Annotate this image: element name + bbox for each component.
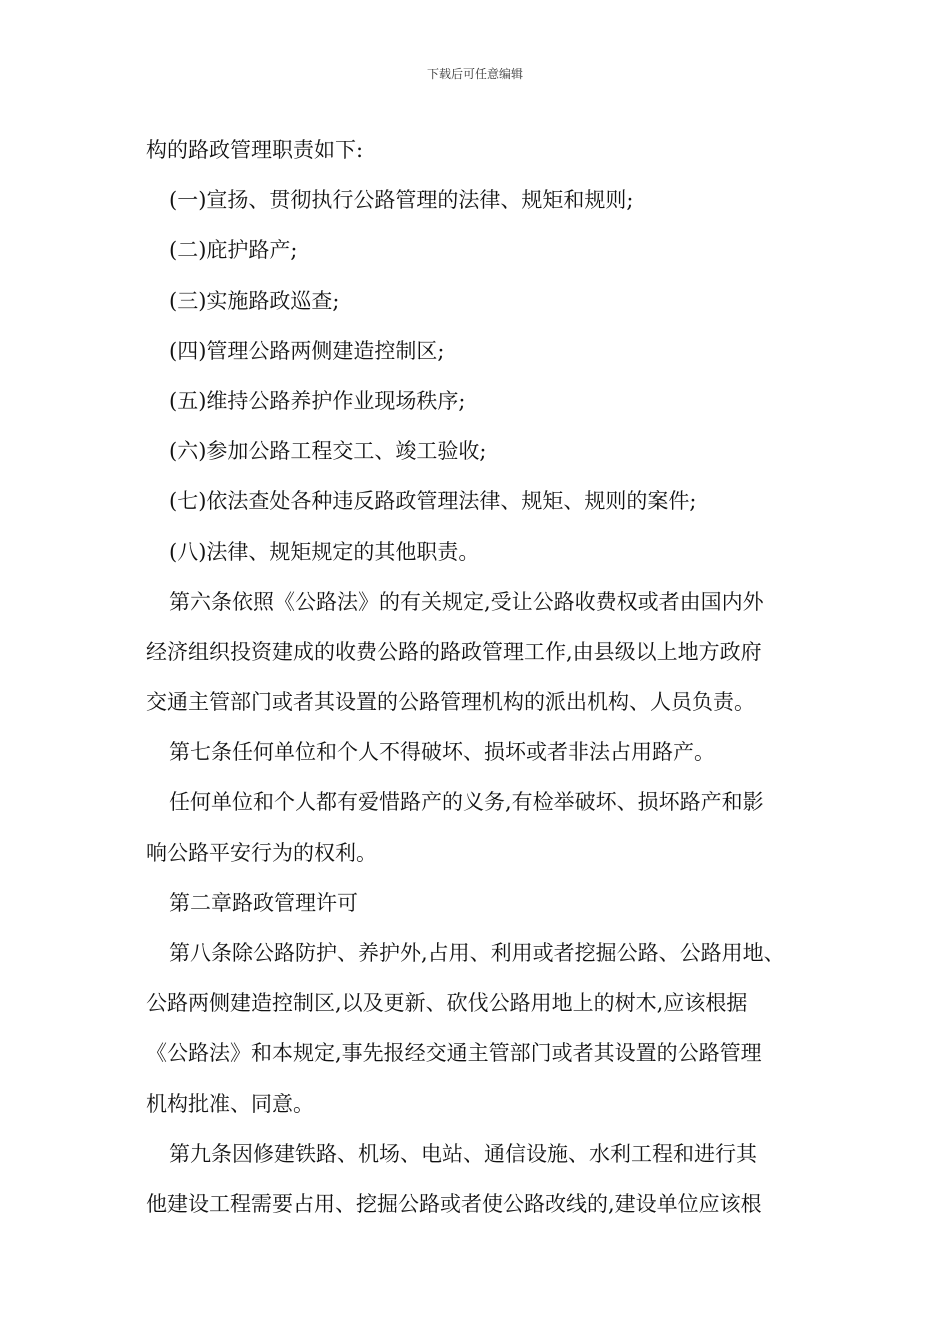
page-header: 下载后可任意编辑 xyxy=(426,67,523,81)
text-line: 第二章路政管理许可 xyxy=(169,890,358,915)
text-line: 响公路平安行为的权利。 xyxy=(146,840,377,865)
text-line: 经济组织投资建成的收费公路的路政管理工作,由县级以上地方政府 xyxy=(146,639,762,664)
text-line: 构的路政管理职责如下: xyxy=(146,138,364,162)
text-line: (八)法律、规矩规定的其他职责。 xyxy=(169,539,480,564)
text-line: 交通主管部门或者其设置的公路管理机构的派出机构、人员负责。 xyxy=(146,690,755,715)
text-line: (六)参加公路工程交工、竣工验收; xyxy=(169,439,487,464)
document-body xyxy=(146,125,826,1229)
text-line: 第八条除公路防护、养护外,占用、利用或者挖掘公路、公路用地、 xyxy=(169,941,785,965)
text-line: (一)宣扬、贯彻执行公路管理的法律、规矩和规则; xyxy=(169,188,634,213)
text-line: 第七条任何单位和个人不得破坏、损坏或者非法占用路产。 xyxy=(169,740,715,765)
text-line: (五)维持公路养护作业现场秩序; xyxy=(169,388,466,413)
text-line: 任何单位和个人都有爱惜路产的义务,有检举破坏、损坏路产和影 xyxy=(169,790,764,815)
text-line: (二)庇护路产; xyxy=(169,238,298,263)
text-line: 《公路法》和本规定,事先报经交通主管部门或者其设置的公路管理 xyxy=(146,1041,762,1066)
text-line: 他建设工程需要占用、挖掘公路或者使公路改线的,建设单位应该根 xyxy=(146,1191,762,1216)
text-line: (七)依法查处各种违反路政管理法律、规矩、规则的案件; xyxy=(169,489,697,514)
text-line: 机构批准、同意。 xyxy=(146,1091,314,1116)
text-line: (三)实施路政巡查; xyxy=(169,288,340,313)
text-line: 公路两侧建造控制区,以及更新、砍伐公路用地上的树木,应该根据 xyxy=(146,991,748,1016)
text-line: 第六条依照《公路法》的有关规定,受让公路收费权或者由国内外 xyxy=(169,589,764,614)
text-line: 第九条因修建铁路、机场、电站、通信设施、水利工程和进行其 xyxy=(169,1141,757,1166)
text-line: (四)管理公路两侧建造控制区; xyxy=(169,338,445,363)
